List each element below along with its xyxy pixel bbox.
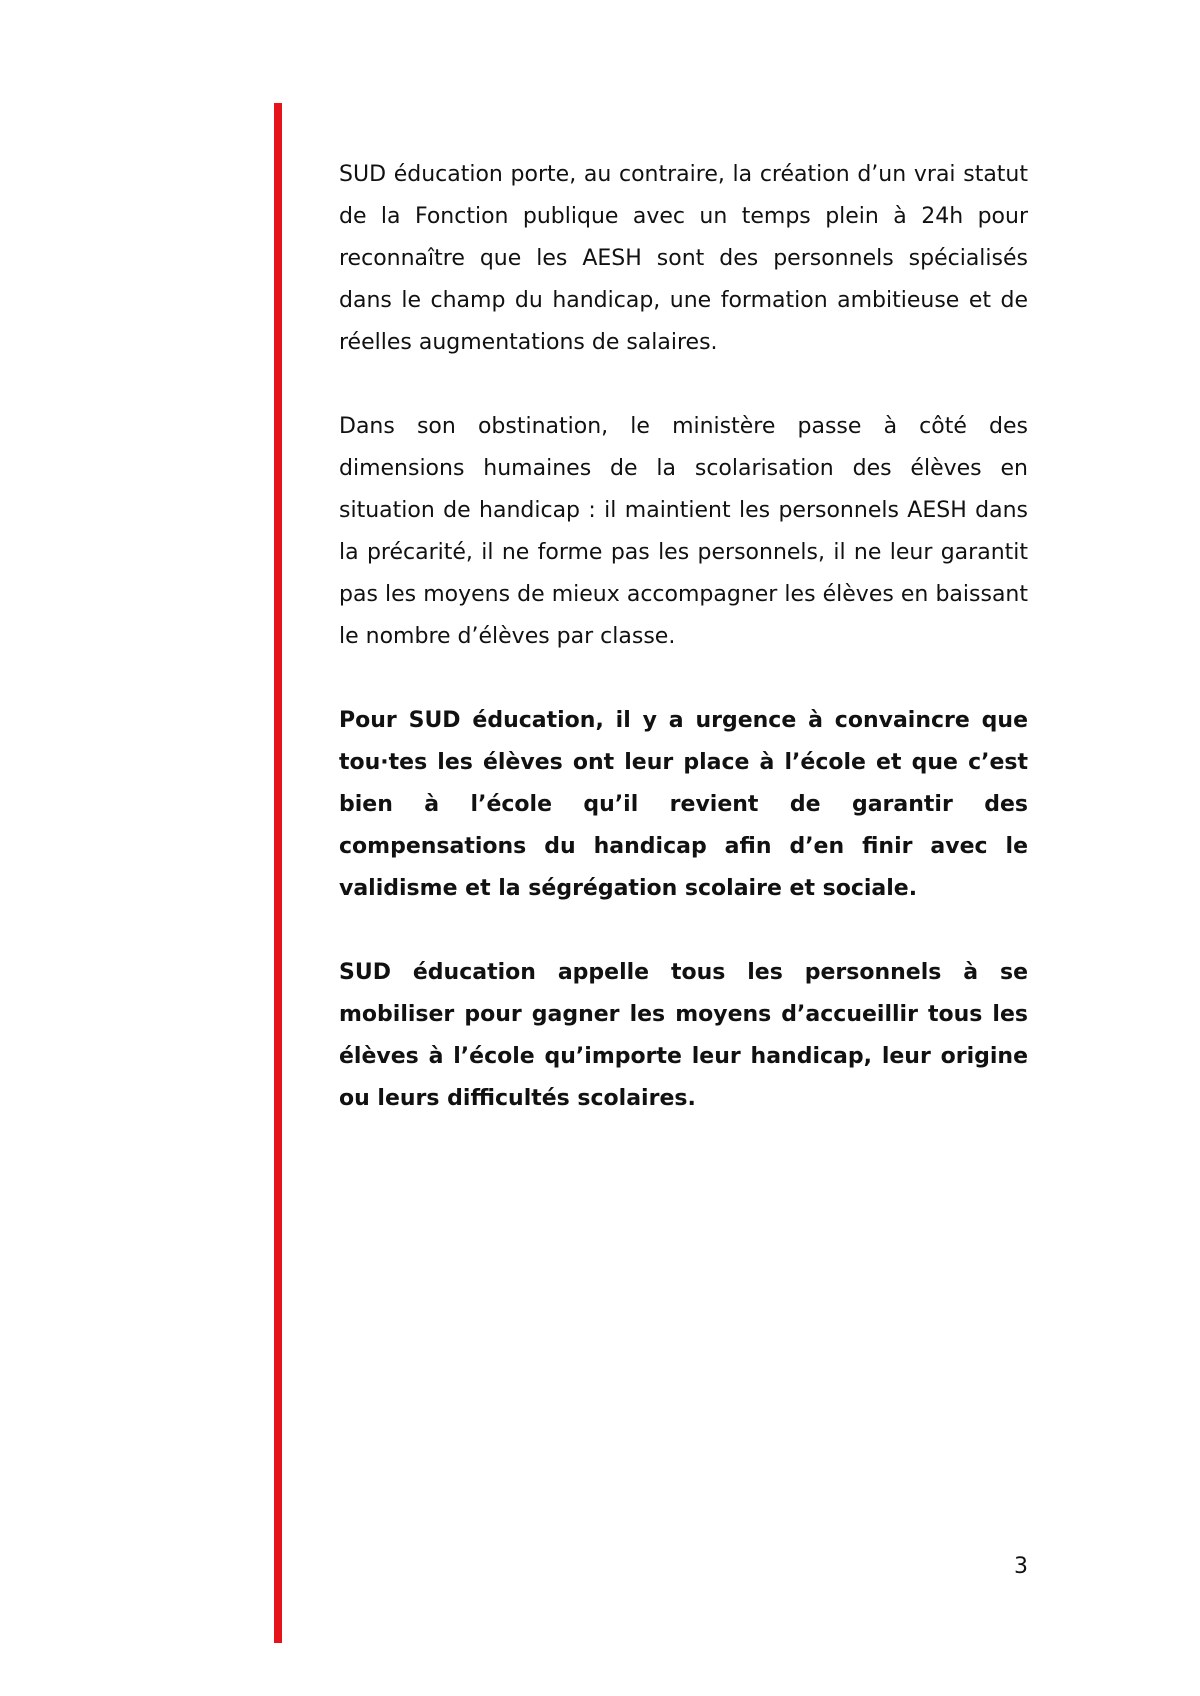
paragraph-appel: SUD éducation appelle tous les personnels à se mobiliser pour gagner les moyens d’accueillir tous les élèves à l’école qu’importe leur handicap, leur origine ou leurs difficultés scolaires. bbox=[339, 960, 1028, 1111]
paragraph-urgence: Pour SUD éducation, il y a urgence à convaincre que tou·tes les élèves ont leur place à l’école et que c’est bien à l’école qu’il revient de garantir des compensations du handicap afin d’en finir avec le validisme et la ségrégation scolaire et sociale. bbox=[339, 708, 1028, 901]
paragraph-obstination: Dans son obstination, le ministère passe à côté des dimensions humaines de la scolarisation des élèves en situation de handicap : il maintient les personnels AESH dans la précarité, il ne forme pas les personnels, il ne leur garantit pas les moyens de mieux accompagner les élèves en baissant le nombre d’élèves par classe. bbox=[339, 414, 1028, 649]
document-body bbox=[339, 154, 1028, 1162]
page-number: 3 bbox=[1014, 1554, 1028, 1579]
paragraph-statut: SUD éducation porte, au contraire, la création d’un vrai statut de la Fonction publique avec un temps plein à 24h pour reconnaître que les AESH sont des personnels spécialisés dans le champ du handicap, une formation ambitieuse et de réelles augmentations de salaires. bbox=[339, 162, 1028, 355]
red-margin-bar bbox=[274, 103, 282, 1643]
